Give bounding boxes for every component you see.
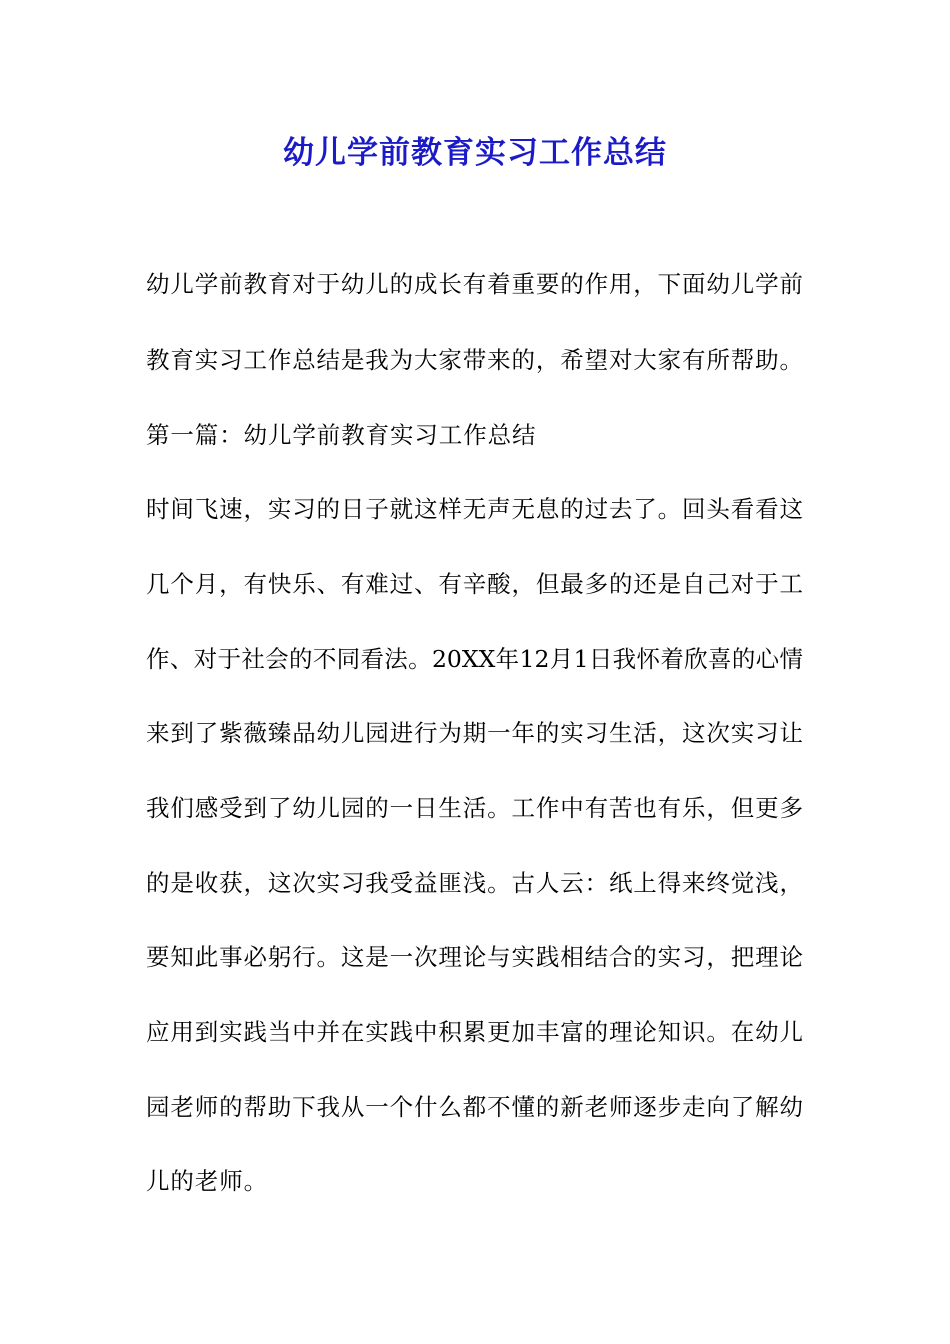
paragraph-line: 应用到实践当中并在实践中积累更加丰富的理论知识。在幼儿: [146, 1018, 803, 1046]
document-title: 幼儿学前教育实习工作总结: [283, 135, 667, 171]
paragraph-line: 几个月，有快乐、有难过、有辛酸，但最多的还是自己对于工: [146, 570, 803, 598]
paragraph-line: 作、对于社会的不同看法。20XX年12月1日我怀着欣喜的心情: [146, 645, 803, 673]
section-heading: 第一篇：幼儿学前教育实习工作总结: [146, 421, 537, 449]
paragraph-line: 园老师的帮助下我从一个什么都不懂的新老师逐步走向了解幼: [146, 1093, 803, 1121]
paragraph-line: 我们感受到了幼儿园的一日生活。工作中有苦也有乐，但更多: [146, 794, 803, 822]
paragraph-line: 的是收获，这次实习我受益匪浅。古人云：纸上得来终觉浅，: [146, 869, 803, 897]
paragraph-line: 儿的老师。: [146, 1167, 268, 1195]
paragraph-line: 来到了紫薇臻品幼儿园进行为期一年的实习生活，这次实习让: [146, 719, 803, 747]
paragraph-line: 教育实习工作总结是我为大家带来的，希望对大家有所帮助。: [146, 346, 803, 374]
paragraph-line: 要知此事必躬行。这是一次理论与实践相结合的实习，把理论: [146, 943, 803, 971]
paragraph-line: 幼儿学前教育对于幼儿的成长有着重要的作用，下面幼儿学前: [146, 270, 803, 298]
paragraph-line: 时间飞速，实习的日子就这样无声无息的过去了。回头看看这: [146, 495, 803, 523]
